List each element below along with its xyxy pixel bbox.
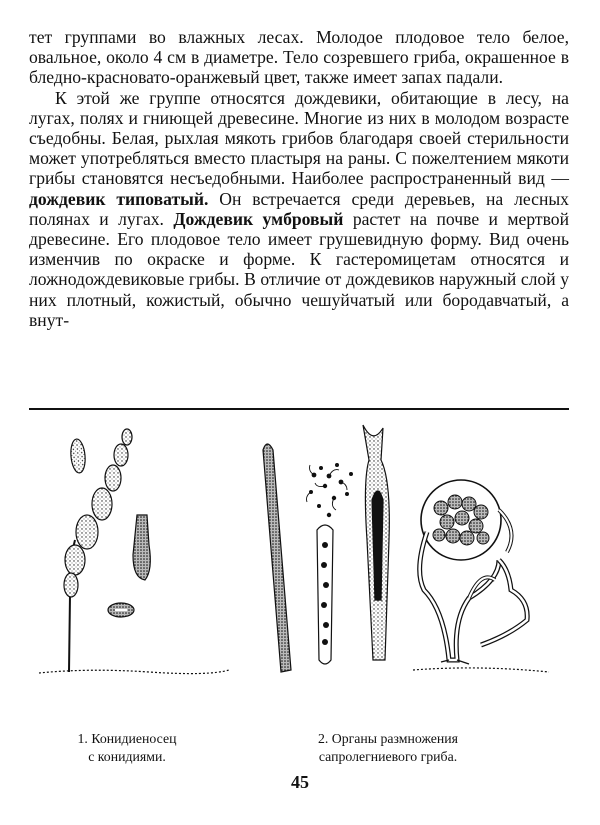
paragraph-2 (29, 88, 569, 330)
caption-figure-2 (282, 730, 494, 766)
page-number: 45 (291, 772, 309, 792)
caption-figure-2-line-2: сапролегниевого гриба. (318, 749, 458, 764)
term-dozhdevik-umbrovy: Дождевик умбровый (173, 208, 344, 229)
paragraph-1: тет группами во влажных лесах. Молодое плодовое тело белое, овальное, около 4 см в диаметре. Тело созревшего гриба, окрашенное в бледно-красновато-оранжевый цвет, также имеет запах падали. (29, 27, 569, 88)
illustration (29, 420, 569, 710)
caption-figure-1-line-1: 1. Конидиеносец (77, 731, 177, 746)
illustration-svg (29, 420, 569, 710)
paragraph-2-part-c: растет на почве и мертвой древесине. Его плодовое тело имеет грушевидную форму. Вид очень изменчив по окраске и форме. К гастеромицетам относятся и ложнодождевиковые грибы. В отличие от дождевиков наружный слой у них плотный, кожистый, обычно чешуйчатый или бородавчатый, а внут- (29, 208, 569, 330)
section-divider (29, 408, 569, 410)
caption-figure-2-line-1: 2. Органы размножения (317, 731, 459, 746)
caption-figure-1-line-2: с конидиями. (88, 749, 166, 764)
caption-figure-1 (42, 730, 212, 766)
term-dozhdevik-tipovaty: дождевик типоватый. (29, 188, 209, 209)
body-text (29, 27, 569, 330)
conidiophore-drawing (39, 429, 229, 674)
paragraph-2-part-a: К этой же группе относятся дождевики, обитающие в лесу, на лугах, полях и гниющей древесине. Многие из них в молодом возрасте съедобны. Белая, рыхлая мякоть грибов благодаря своей стерильности может употребляться вместо пластыря на раны. С пожелтением мякоти грибы становятся несъедобными. Наиболее распространенный вид — (29, 87, 569, 189)
paragraph-2-part-b: Он встречается среди деревьев, на лесных полянах и лугах. (29, 188, 569, 229)
saprolegnia-drawing (263, 425, 549, 672)
